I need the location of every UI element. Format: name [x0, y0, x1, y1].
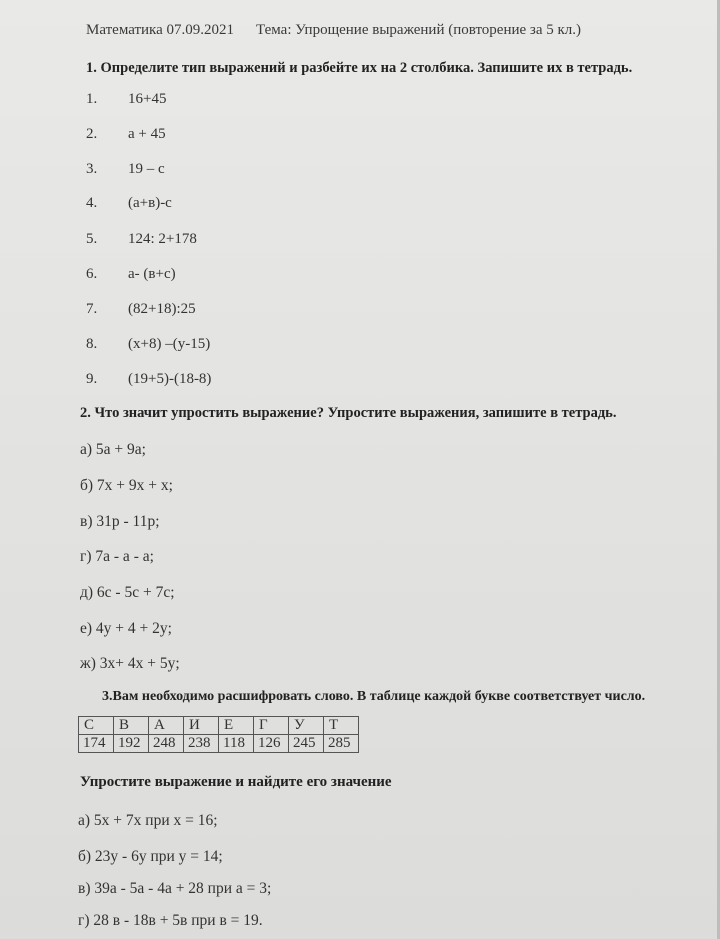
- task1-item-number: 2.: [86, 126, 98, 142]
- task3-item: а) 5x + 7x при x = 16;: [78, 812, 218, 829]
- task2-item: а) 5a + 9a;: [80, 441, 146, 458]
- task1-item-expression: 16+45: [128, 91, 167, 107]
- task1-item-number: 3.: [86, 161, 98, 177]
- task1-item-number: 5.: [86, 231, 98, 247]
- cipher-number-cell: 174: [79, 735, 114, 753]
- task3-item: г) 28 в - 18в + 5в при в = 19.: [78, 912, 263, 929]
- task1-item-number: 9.: [86, 371, 98, 387]
- task3-item: б) 23y - 6y при y = 14;: [78, 848, 223, 865]
- cipher-number-cell: 126: [254, 735, 289, 753]
- task3-title: 3.Вам необходимо расшифровать слово. В таблице каждой букве соответствует число.: [102, 689, 646, 704]
- cipher-letter-cell: У: [289, 717, 324, 735]
- cipher-number-cell: 245: [289, 735, 324, 753]
- cipher-letter-cell: Е: [219, 717, 254, 735]
- task2-item: г) 7a - a - a;: [80, 548, 154, 565]
- task1-item-expression: (82+18):25: [128, 301, 196, 317]
- cipher-letter-cell: С: [79, 717, 114, 735]
- task1-item-expression: (x+8) –(y-15): [128, 336, 211, 352]
- cipher-number-cell: 285: [324, 735, 359, 753]
- cipher-numbers-row: [79, 735, 359, 753]
- task1-item-number: 7.: [86, 301, 98, 317]
- cipher-number-cell: 248: [149, 735, 184, 753]
- task1-item-expression: 124: 2+178: [128, 231, 197, 247]
- cipher-letter-cell: А: [149, 717, 184, 735]
- task3-subtitle: Упростите выражение и найдите его значение: [80, 774, 392, 790]
- task1-item-number: 8.: [86, 336, 98, 352]
- cipher-number-cell: 118: [219, 735, 254, 753]
- task2-item: ж) 3x+ 4x + 5y;: [80, 655, 180, 672]
- cipher-table: [78, 716, 359, 753]
- task1-item-expression: a- (в+c): [128, 266, 176, 282]
- cipher-letter-cell: Т: [324, 717, 359, 735]
- cipher-letter-cell: Г: [254, 717, 289, 735]
- task2-item: в) 31p - 11p;: [80, 513, 160, 530]
- task1-item-number: 1.: [86, 91, 98, 107]
- cipher-number-cell: 238: [184, 735, 219, 753]
- lesson-topic: Тема: Упрощение выражений (повторение за 5 кл.): [256, 22, 582, 38]
- task2-item: б) 7x + 9x + x;: [80, 477, 173, 494]
- task1-item-expression: (19+5)-(18-8): [128, 371, 212, 387]
- cipher-number-cell: 192: [114, 735, 149, 753]
- cipher-letter-cell: В: [114, 717, 149, 735]
- task1-item-number: 6.: [86, 266, 98, 282]
- task1-item-expression: (a+в)-c: [128, 195, 172, 211]
- cipher-letters-row: [79, 717, 359, 735]
- task3-item: в) 39a - 5a - 4a + 28 при a = 3;: [78, 880, 272, 897]
- task2-item: е) 4y + 4 + 2y;: [80, 620, 172, 637]
- task2-title: 2. Что значит упростить выражение? Упростите выражения, запишите в тетрадь.: [80, 405, 617, 421]
- page-header: [86, 22, 581, 39]
- cipher-letter-cell: И: [184, 717, 219, 735]
- task1-title: 1. Определите тип выражений и разбейте их на 2 столбика. Запишите их в тетрадь.: [86, 60, 633, 76]
- task1-item-number: 4.: [86, 195, 98, 211]
- task2-item: д) 6c - 5c + 7c;: [80, 584, 175, 601]
- task1-item-expression: a + 45: [128, 126, 166, 142]
- subject-date: Математика 07.09.2021: [86, 22, 235, 38]
- task1-item-expression: 19 – c: [128, 161, 165, 177]
